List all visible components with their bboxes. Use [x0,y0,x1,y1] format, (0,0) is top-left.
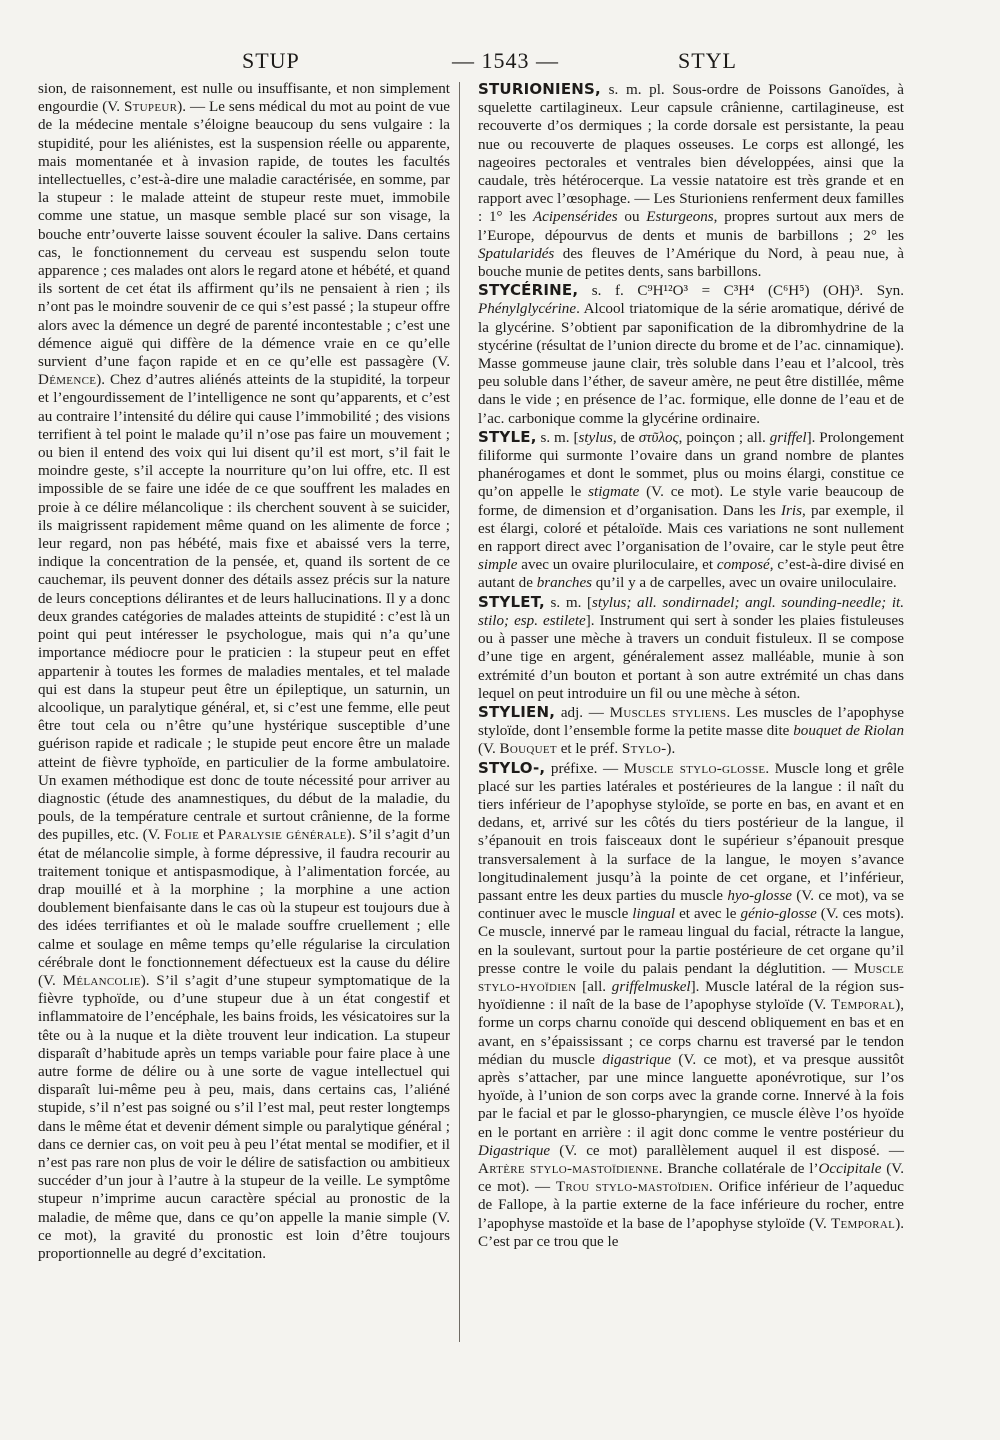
page-number: — 1543 — [452,48,559,73]
left-column-text: sion, de raisonnement, est nulle ou insuffisante, et non simplement engourdie (V. Stupeur). — Le sens médical du mot au point de vue de la médecine mentale s’éloigne beaucoup du sens vulgaire : la stupidité, pour les aliénistes, est la suspension réelle ou apparente, mais momentanée et à invasion rapide, de toutes les facultés intellectuelles, c’est-à-dire une maladie caractérisée, en somme, par la stupeur : le malade atteint de stupeur reste muet, immobile comme une statue, un masque semble placé sur son visage, la bouche entr’ouverte laisse souvent écouler la salive. Dans certains cas, le fonctionnement du cerveau est suspendu selon toute apparence ; ces malades ont alors le regard atone et hébété, et quand ils sortent de cet état ils affirment qu’ils ne pensaient à rien ; ils n’ont pas le moindre souvenir de ce qui s’est passé ; la stupeur offre alors avec la démence un degré de parenté incontestable ; c’est une démence aiguë qui diffère de la démence vraie en ce qu’elle survient d’une façon rapide et en ce qu’elle est passagère (V. Démence). Chez d’autres aliénés atteints de la stupidité, la torpeur et l’engourdissement de l’intelligence ne sont qu’apparents, et c’est au contraire l’intensité du délire qui cause l’immobilité ; des visions terrifient à tel point le malade qu’il n’ose pas faire un mouvement ; ou bien il entend des voix qui lui disent qu’il est mort, s’il fait le moindre geste, s’il accepte la nourriture qu’on lui offre, etc. Il est impossible de se faire une idée de ce que souffrent les malades en proie à ce délire mélancolique : ils cherchent souvent à se suicider, ils maigrissent rapidement même quand on les alimente de force ; leur regard, non pas hébété, mais fixe et abaissé vers la terre, indique la concentration de la pensée, et, quand ils sortent de ce cauchemar, ils peuvent donner des détails assez précis sur la nature de leurs conceptions délirantes et de leurs hallucinations. Il y a donc deux grandes catégories de malades atteints de stupidité : c’est là un point qui peut intéresser le psychologue, mais qui n’a qu’une importance médiocre pour le praticien : la stupeur peut en effet appartenir à toutes les formes de maladies mentales, et tel malade qui est dans la stupeur peut être un épileptique, un saturnin, un alcoolique, un paralytique général, et, si c’est une femme, elle peut être tout cela ou n’être qu’une hystérique susceptible d’une guérison rapide et radicale ; le stupide peut encore être un malade atteint de fièvre typhoïde, en particulier de la forme ambulatoire. Un examen méthodique est donc de toute nécessité pour arriver au diagnostic (étude des anamnestiques, du début de la maladie, du pouls, de la température centrale et surtout crânienne, de la forme des pupilles, etc. (V. Folie et Paralysie générale). S’il s’agit d’un état de mélancolie simple, à forme dépressive, il faudra recourir au traitement tonique et antispasmodique, à l’alimentation forcée, au drap mouillé et à la morphine ; la morphine a une action doublement bienfaisante dans le cas où la stupeur est toujours due à des idées terrifiantes et où le malade souffre cruellement ; elle calme et soulage en même temps qu’elle régularise la circulation cérébrale dont le fonctionnement défectueux est la cause du délire (V. Mélancolie). S’il s’agit d’une stupeur symptomatique de la fièvre typhoïde, ou d’une stupeur due à un état congestif et inflammatoire de l’encéphale, les bains froids, les vésicatoires sur la tête ou à la nuque et la diète trouvent leur indication. La stupeur disparaît d’habitude après un temps variable pour faire place à une autre forme de délire ou à une sorte de vague intellectuel qui disparaît lui-même peu à peu, mais, dans certains cas, l’aliéné stupide, s’il n’est pas soigné ou s’il l’est mal, peut rester longtemps dans le même état et devenir dément simple ou paralytique général ; dans ce dernier cas, on voit peu à peu l’état mental se modifier, et il n’est pas rare non plus de voir le délire de satisfaction ou ambitieux succéder d’un jour à l’autre à la stupeur de la veille. Le symptôme stupeur n’imprime aucun caractère spécial au pronostic de la maladie, de même que, dans ce qu’on appelle la manie simple (V. ce mot), la gravité du pronostic est loin d’être toujours proportionnelle au degré d’excitation. [38,81,451,1262]
entry-stylien: STYLIEN, adj. — Muscles styliens. Les muscles de l’apophyse styloïde, dont l’ensemble forme la petite masse dite bouquet de Riolan (V. Bouquet et le préf. Stylo-). [478,702,904,758]
running-head-left: STUP [242,48,300,73]
entry-stylet: STYLET, s. m. [stylus; all. sondirnadel; angl. sounding-needle; it. stilo; esp. estilete]. Instrument qui sert à sonder les plaies fistuleuses ou à passer une mèche à travers un conduit fistuleux. Il se compose d’une tige en argent, généralement assez malléable, munie à son extrémité d’un bouton et portant à son autre extrémité un chas dans lequel on peut introduire un fil ou une mèche à séton. [478,592,904,702]
entry-style: STYLE, s. m. [stylus, de στῦλος, poinçon ; all. griffel]. Prolongement filiforme qui surmonte l’ovaire dans un grand nombre de plantes phanérogames et dont le sommet, plus ou moins élargi, constitue ce qu’on appelle le stigmate (V. ce mot). Le style varie beaucoup de forme, de dimension et d’organisation. Dans les Iris, par exemple, il est élargi, coloré et pétaloïde. Mais ces variations ne sont nullement en rapport direct avec l’organisation de l’ovaire, car le style peut être simple avec un ovaire pluriloculaire, et composé, c’est-à-dire divisé en autant de branches qu’il y a de carpelles, avec un ovaire uniloculaire. [478,427,904,592]
column-divider [459,82,460,1342]
running-head [38,48,962,76]
entry-sturioniens: STURIONIENS, s. m. pl. Sous-ordre de Poissons Ganoïdes, à squelette cartilagineux. Leur capsule crânienne, cartilagineuse, est recouverte d’os dermiques ; la corde dorsale est persistante, la peau nue ou recouverte de plaques osseuses. Le corps est allongé, les nageoires pectorales et ventrales bien développées, ainsi que la caudale, très hétérocerque. La vessie natatoire est très grande et en rapport avec l’œsophage. — Les Sturioniens renferment deux familles : 1° les Acipensérides ou Esturgeons, propres surtout aux mers de l’Europe, dépourvus de dents et munis de barbillons ; 2° les Spatularidés des fleuves de l’Amérique du Nord, à peau nue, à bouche munie de petites dents, sans barbillons. [478,80,904,281]
right-column [478,80,904,1251]
left-column [38,80,450,1263]
entry-stycerine: STYCÉRINE, s. f. C⁹H¹²O³ = C³H⁴ (C⁶H⁵) (OH)³. Syn. Phénylglycérine. Alcool triatomique de la série aromatique, dérivé de la glycérine. S’obtient par saponification de la dibromhydrine de la stycérine (résultat de l’union directe du brome et de l’ac. cinnamique). Masse gommeuse jaune clair, très soluble dans l’eau et l’alcool, très peu soluble dans l’éther, de saveur amère, ne peut être distillée, même dans le vide ; en présence de l’ac. formique, elle donne de l’eau et de l’ac. carbonique comme la glycérine ordinaire. [478,281,904,427]
entry-stylo: STYLO-, préfixe. — Muscle stylo-glosse. Muscle long et grêle placé sur les parties latérales et postérieures de la langue : il naît du tiers inférieur de l’apophyse styloïde, se porte en bas, en avant et en dedans, et, arrivé sur les côtés du tiers postérieur de la langue, il s’épanouit en trois faisceaux dont le supérieur s’épanouit presque transversalement à la surface de la langue, le moyen s’avance longitudinalement jusqu’à la pointe de cet organe, et l’inférieur, passant entre les deux parties du muscle hyo-glosse (V. ce mot), va se continuer avec le muscle lingual et avec le génio-glosse (V. ces mots). Ce muscle, innervé par le rameau lingual du facial, rétracte la langue, en la soulevant, surtout pour la partie postérieure de cet organe qu’il presse contre le voile du palais pendant la déglutition. — Muscle stylo-hyoïdien [all. griffelmuskel]. Muscle latéral de la région sus-hyoïdienne : il naît de la base de l’apophyse styloïde (V. Temporal), forme un corps charnu conoïde qui descend obliquement en bas et en avant, en s’épaississant ; ce corps charnu est traversé par le tendon médian du muscle digastrique (V. ce mot), et va presque aussitôt après s’attacher, par une mince languette aponévrotique, sur l’os hyoïde, à l’union de son corps avec la grande corne. Innervé à la fois par le facial et par le glosso-pharyngien, ce muscle élève l’os hyoïde en le portant en arrière : il agit donc comme le ventre postérieur du Digastrique (V. ce mot) parallèlement auquel il est disposé. — Artère stylo-mastoïdienne. Branche collatérale de l’Occipitale (V. ce mot). — Trou stylo-mastoïdien. Orifice inférieur de l’aqueduc de Fallope, à la partie externe de la face inférieure du rocher, entre l’apophyse mastoïde et la base de l’apophyse styloïde (V. Temporal). C’est par ce trou que le [478,758,905,1250]
running-head-right: STYL [678,48,737,73]
